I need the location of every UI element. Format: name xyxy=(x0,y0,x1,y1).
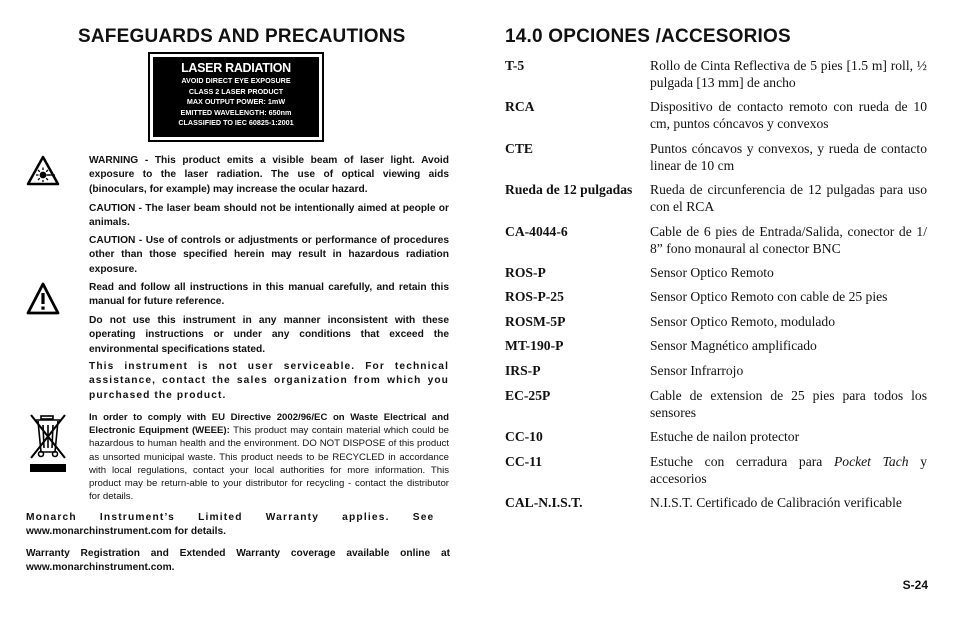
caution-controls-text: CAUTION - Use of controls or adjustments or performance of procedures other than those specified herein may result in hazardous radiation exposure. xyxy=(89,235,449,275)
laser-warning-text: WARNING - This product emits a visible beam of laser light. Avoid exposure to the laser radiation. The use of optical viewing aids (binoculars, for example) may increase the ocular hazard. xyxy=(89,155,449,195)
accessory-code: MT-190-P xyxy=(505,338,564,353)
accessory-code: Rueda de 12 pulgadas xyxy=(505,182,633,197)
page-number: S-24 xyxy=(902,578,928,592)
not-serviceable-text: This instrument is not user serviceable. For technical assistance, contact the sales organization from which you purchased the product. xyxy=(89,361,449,401)
limited-warranty-line1: Monarch Instrument’s Limited Warranty applies. See xyxy=(26,512,435,523)
accessory-code: ROS-P xyxy=(505,265,546,280)
accessory-description: N.I.S.T. Certificado de Calibración verificable xyxy=(650,495,902,510)
accessory-code: T-5 xyxy=(505,58,525,73)
limited-warranty-text xyxy=(26,511,450,540)
laser-label-line: CLASS 2 LASER PRODUCT xyxy=(188,86,284,96)
accessory-code: CC-10 xyxy=(505,429,543,444)
accessory-code: EC-25P xyxy=(505,388,551,403)
weee-crossed-bin-icon xyxy=(28,412,70,474)
accessory-description: Sensor Magnético amplificado xyxy=(650,338,817,353)
weee-directive-text xyxy=(89,411,449,503)
laser-radiation-label xyxy=(148,52,324,142)
accessory-description: Rueda de circunferencia de 12 pulgadas para uso con el RCA xyxy=(650,182,927,214)
accessory-description-product: Pocket Tach xyxy=(833,454,909,469)
accessory-code: CAL-N.I.S.T. xyxy=(505,495,583,510)
safeguards-heading: SAFEGUARDS AND PRECAUTIONS xyxy=(78,26,406,47)
do-not-use-text: Do not use this instrument in any manner inconsistent with these operating instructions or under any conditions that exceed the environmental specifications stated. xyxy=(89,315,449,355)
accessory-description: Sensor Infrarrojo xyxy=(650,363,744,378)
accessory-description: Dispositivo de contacto remoto con rueda de 10 cm, puntos cóncavos y convexos xyxy=(650,99,927,131)
accessory-description-pre: Estuche con cerradura para xyxy=(650,454,834,469)
laser-label-line: CLASSIFIED TO IEC 60825-1:2001 xyxy=(178,118,294,127)
accessory-code: CC-11 xyxy=(505,454,543,469)
laser-warning-icon xyxy=(26,155,60,186)
laser-label-title: LASER RADIATION xyxy=(181,61,291,75)
accessory-description-post: y accesorios xyxy=(650,454,927,486)
weee-directive-title: In order to comply with EU Directive 2002/96/EC on Waste Electrical and Electronic Equipment (WEEE): xyxy=(89,412,449,437)
accessory-description: Sensor Optico Remoto con cable de 25 pies xyxy=(650,289,888,304)
laser-label-inner xyxy=(153,57,319,137)
laser-label-line: AVOID DIRECT EYE EXPOSURE xyxy=(181,76,291,85)
accessory-code: IRS-P xyxy=(505,363,541,378)
accessory-description: Cable de extension de 25 pies para todos los sensores xyxy=(650,388,927,420)
caution-exclamation-icon xyxy=(26,282,60,315)
read-instructions-text: Read and follow all instructions in this manual carefully, and retain this manual for future reference. xyxy=(89,282,449,308)
accessory-description: Rollo de Cinta Reflectiva de 5 pies [1.5 m] roll, ½ pulgada [13 mm] de ancho xyxy=(650,58,927,90)
accessory-description xyxy=(650,453,927,487)
accessories-heading: 14.0 OPCIONES /ACCESORIOS xyxy=(505,26,791,47)
accessory-code: ROSM-5P xyxy=(505,314,566,329)
caution-aim-text: CAUTION - The laser beam should not be intentionally aimed at people or animals. xyxy=(89,203,449,229)
accessory-description: Estuche de nailon protector xyxy=(650,429,800,444)
accessory-code: ROS-P-25 xyxy=(505,289,564,304)
accessory-code: CA-4044-6 xyxy=(505,224,568,239)
warranty-registration-text: Warranty Registration and Extended Warranty coverage available online at www.monarchinstrument.com. xyxy=(26,548,450,574)
accessory-description: Cable de 6 pies de Entrada/Salida, conector de 1/ 8” fono monaural al conector BNC xyxy=(650,224,927,256)
laser-label-line: EMITTED WAVELENGTH: 650nm xyxy=(180,107,292,117)
accessory-code: RCA xyxy=(505,99,535,114)
accessory-description: Puntos cóncavos y convexos, y rueda de contacto linear de 10 cm xyxy=(650,141,927,173)
accessory-description: Sensor Optico Remoto, modulado xyxy=(650,314,836,329)
limited-warranty-line2: www.monarchinstrument.com for details. xyxy=(26,526,227,538)
accessory-code: CTE xyxy=(505,141,533,156)
laser-label-line: MAX OUTPUT POWER: 1mW xyxy=(186,97,286,106)
accessory-description: Sensor Optico Remoto xyxy=(650,265,774,280)
weee-directive-body: This product may contain material which could be hazardous to human health and the environment. DO NOT DISPOSE of this product as unsorted municipal waste. This product needs to be RECYCLED in accordance with local regulations, contact your local authorities for more information. This product may be return-able to your distributor for recycling - contact the distributor for details. xyxy=(89,425,449,503)
